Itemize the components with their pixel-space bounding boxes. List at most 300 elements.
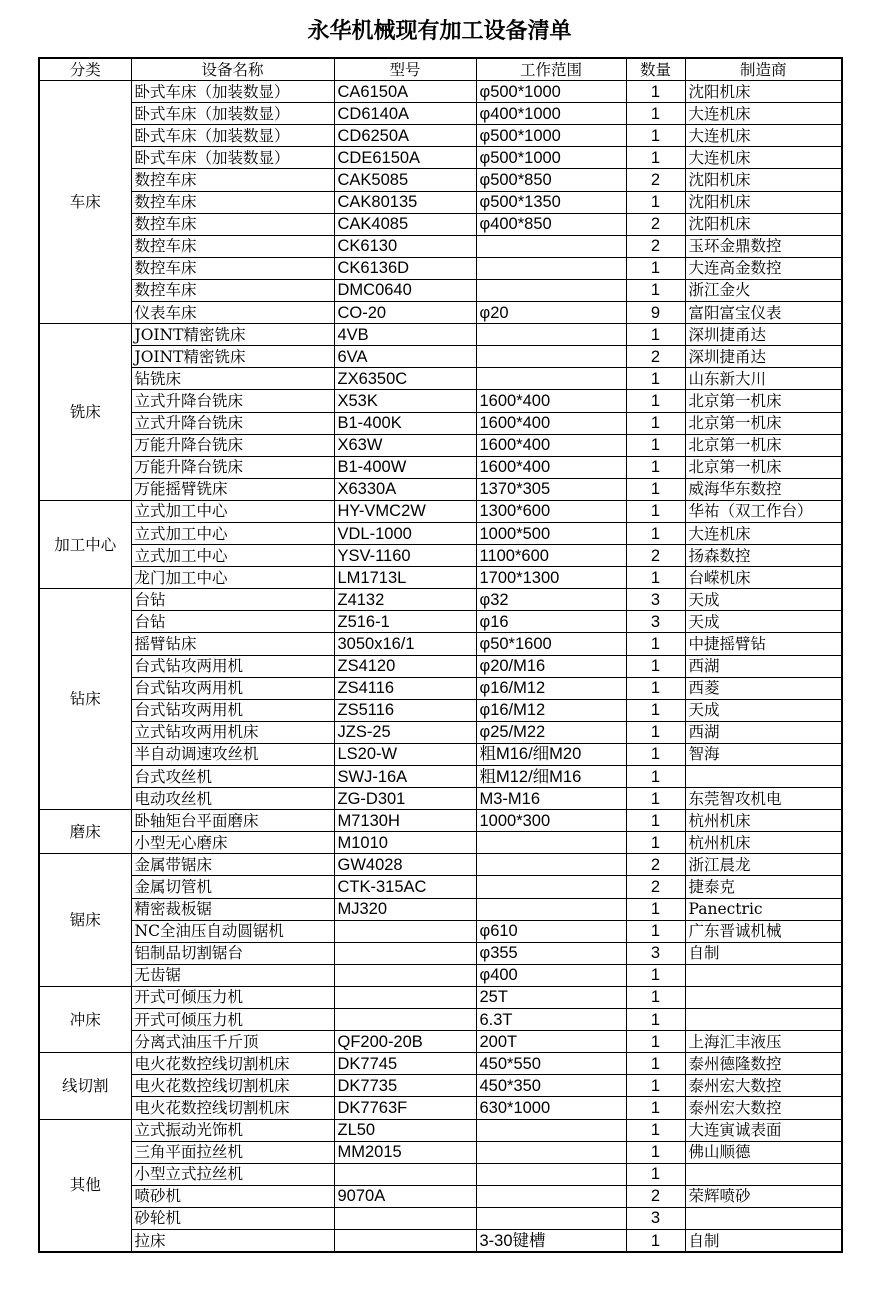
equipment-name-cell: 卧式车床（加装数显） <box>131 147 334 169</box>
work-range-cell <box>476 1141 626 1163</box>
table-row <box>39 1207 842 1229</box>
manufacturer-cell: 北京第一机床 <box>685 412 842 434</box>
table-row <box>39 1053 842 1075</box>
model-number-cell: LS20-W <box>334 743 476 765</box>
manufacturer-cell: 天成 <box>685 699 842 721</box>
model-number-cell: JZS-25 <box>334 721 476 743</box>
model-number-cell <box>334 942 476 964</box>
quantity-cell: 1 <box>626 810 685 832</box>
equipment-name-cell: 摇臂钻床 <box>131 633 334 655</box>
quantity-cell: 1 <box>626 567 685 589</box>
work-range-cell <box>476 854 626 876</box>
equipment-name-cell: 电火花数控线切割机床 <box>131 1075 334 1097</box>
manufacturer-cell: 泰州德隆数控 <box>685 1053 842 1075</box>
manufacturer-cell: 西湖 <box>685 655 842 677</box>
manufacturer-cell: 富阳富宝仪表 <box>685 302 842 324</box>
model-number-cell: Z4132 <box>334 589 476 611</box>
category-cell: 车床 <box>39 81 131 324</box>
equipment-name-cell: 龙门加工中心 <box>131 567 334 589</box>
equipment-name-cell: 数控车床 <box>131 235 334 257</box>
equipment-name-cell: 立式钻攻两用机床 <box>131 721 334 743</box>
quantity-cell: 2 <box>626 213 685 235</box>
equipment-name-cell: 电动攻丝机 <box>131 788 334 810</box>
equipment-name-cell: NC全油压自动圆锯机 <box>131 920 334 942</box>
quantity-cell: 1 <box>626 1229 685 1252</box>
header-model: 型号 <box>334 58 476 81</box>
equipment-name-cell: 数控车床 <box>131 257 334 279</box>
equipment-name-cell: JOINT精密铣床 <box>131 346 334 368</box>
model-number-cell: ZS5116 <box>334 699 476 721</box>
work-range-cell: 1300*600 <box>476 500 626 522</box>
equipment-name-cell: 卧式车床（加装数显） <box>131 103 334 125</box>
manufacturer-cell <box>685 964 842 986</box>
model-number-cell: M7130H <box>334 810 476 832</box>
quantity-cell: 1 <box>626 1119 685 1141</box>
work-range-cell: 1700*1300 <box>476 567 626 589</box>
equipment-name-cell: 钻铣床 <box>131 368 334 390</box>
table-row <box>39 1009 842 1031</box>
table-row <box>39 346 842 368</box>
table-row <box>39 611 842 633</box>
table-row <box>39 1097 842 1119</box>
equipment-name-cell: 喷砂机 <box>131 1185 334 1207</box>
work-range-cell: φ16/M12 <box>476 699 626 721</box>
work-range-cell <box>476 279 626 301</box>
table-row <box>39 191 842 213</box>
quantity-cell: 1 <box>626 191 685 213</box>
manufacturer-cell: 东莞智攻机电 <box>685 788 842 810</box>
model-number-cell: CA6150A <box>334 81 476 103</box>
quantity-cell: 1 <box>626 1031 685 1053</box>
header-category: 分类 <box>39 58 131 81</box>
manufacturer-cell: 玉环金鼎数控 <box>685 235 842 257</box>
table-row <box>39 478 842 500</box>
table-row <box>39 1119 842 1141</box>
equipment-name-cell: 开式可倾压力机 <box>131 986 334 1008</box>
work-range-cell <box>476 235 626 257</box>
manufacturer-cell: 自制 <box>685 1229 842 1252</box>
work-range-cell <box>476 832 626 854</box>
manufacturer-cell: 大连机床 <box>685 125 842 147</box>
header-name: 设备名称 <box>131 58 334 81</box>
table-row <box>39 898 842 920</box>
table-row <box>39 876 842 898</box>
work-range-cell: φ20/M16 <box>476 655 626 677</box>
category-cell: 钻床 <box>39 589 131 810</box>
quantity-cell: 1 <box>626 1053 685 1075</box>
table-row <box>39 986 842 1008</box>
manufacturer-cell: 北京第一机床 <box>685 434 842 456</box>
quantity-cell: 1 <box>626 412 685 434</box>
table-row <box>39 1075 842 1097</box>
table-row <box>39 125 842 147</box>
model-number-cell: CDE6150A <box>334 147 476 169</box>
work-range-cell: 粗M16/细M20 <box>476 743 626 765</box>
quantity-cell: 1 <box>626 920 685 942</box>
table-row <box>39 235 842 257</box>
quantity-cell: 1 <box>626 898 685 920</box>
work-range-cell <box>476 1119 626 1141</box>
equipment-name-cell: 开式可倾压力机 <box>131 1009 334 1031</box>
table-row <box>39 1031 842 1053</box>
work-range-cell: 6.3T <box>476 1009 626 1031</box>
table-row <box>39 942 842 964</box>
work-range-cell <box>476 1207 626 1229</box>
model-number-cell: 3050x16/1 <box>334 633 476 655</box>
equipment-name-cell: 三角平面拉丝机 <box>131 1141 334 1163</box>
table-row <box>39 721 842 743</box>
work-range-cell: 1000*300 <box>476 810 626 832</box>
work-range-cell <box>476 257 626 279</box>
equipment-name-cell: 精密裁板锯 <box>131 898 334 920</box>
quantity-cell: 1 <box>626 1075 685 1097</box>
model-number-cell: HY-VMC2W <box>334 500 476 522</box>
model-number-cell: Z516-1 <box>334 611 476 633</box>
work-range-cell: φ610 <box>476 920 626 942</box>
work-range-cell: 1100*600 <box>476 545 626 567</box>
header-range: 工作范围 <box>476 58 626 81</box>
manufacturer-cell: 浙江晨龙 <box>685 854 842 876</box>
model-number-cell: X63W <box>334 434 476 456</box>
quantity-cell: 1 <box>626 788 685 810</box>
table-row <box>39 633 842 655</box>
work-range-cell: φ355 <box>476 942 626 964</box>
equipment-name-cell: 电火花数控线切割机床 <box>131 1097 334 1119</box>
table-row <box>39 390 842 412</box>
model-number-cell: CD6140A <box>334 103 476 125</box>
work-range-cell: φ500*1000 <box>476 125 626 147</box>
equipment-name-cell: 立式加工中心 <box>131 522 334 544</box>
table-row <box>39 500 842 522</box>
model-number-cell: MM2015 <box>334 1141 476 1163</box>
work-range-cell: φ400*850 <box>476 213 626 235</box>
equipment-name-cell: 卧式车床（加装数显） <box>131 125 334 147</box>
quantity-cell: 2 <box>626 876 685 898</box>
category-cell: 线切割 <box>39 1053 131 1119</box>
equipment-name-cell: 金属带锯床 <box>131 854 334 876</box>
manufacturer-cell: 沈阳机床 <box>685 213 842 235</box>
work-range-cell: φ500*1000 <box>476 147 626 169</box>
work-range-cell: 1000*500 <box>476 522 626 544</box>
equipment-name-cell: JOINT精密铣床 <box>131 324 334 346</box>
header-quantity: 数量 <box>626 58 685 81</box>
header-row <box>39 58 842 81</box>
quantity-cell: 2 <box>626 235 685 257</box>
model-number-cell: B1-400W <box>334 456 476 478</box>
manufacturer-cell <box>685 986 842 1008</box>
model-number-cell: CK6130 <box>334 235 476 257</box>
work-range-cell: 1600*400 <box>476 390 626 412</box>
quantity-cell: 1 <box>626 368 685 390</box>
equipment-table <box>38 57 843 1253</box>
manufacturer-cell: 深圳捷甬达 <box>685 346 842 368</box>
table-row <box>39 81 842 103</box>
manufacturer-cell: 大连机床 <box>685 522 842 544</box>
work-range-cell: M3-M16 <box>476 788 626 810</box>
model-number-cell: CTK-315AC <box>334 876 476 898</box>
model-number-cell <box>334 1229 476 1252</box>
model-number-cell: ZX6350C <box>334 368 476 390</box>
model-number-cell: CAK80135 <box>334 191 476 213</box>
model-number-cell: ZL50 <box>334 1119 476 1141</box>
equipment-name-cell: 数控车床 <box>131 191 334 213</box>
manufacturer-cell: 威海华东数控 <box>685 478 842 500</box>
work-range-cell <box>476 368 626 390</box>
table-row <box>39 1141 842 1163</box>
equipment-name-cell: 台钻 <box>131 589 334 611</box>
work-range-cell: 1600*400 <box>476 412 626 434</box>
table-row <box>39 368 842 390</box>
manufacturer-cell: 天成 <box>685 589 842 611</box>
manufacturer-cell: 大连高金数控 <box>685 257 842 279</box>
equipment-name-cell: 立式加工中心 <box>131 500 334 522</box>
model-number-cell: X53K <box>334 390 476 412</box>
table-row <box>39 1229 842 1252</box>
manufacturer-cell: 大连机床 <box>685 147 842 169</box>
model-number-cell: CO-20 <box>334 302 476 324</box>
quantity-cell: 1 <box>626 677 685 699</box>
model-number-cell <box>334 986 476 1008</box>
model-number-cell: CK6136D <box>334 257 476 279</box>
manufacturer-cell: 天成 <box>685 611 842 633</box>
manufacturer-cell <box>685 1009 842 1031</box>
work-range-cell: 粗M12/细M16 <box>476 766 626 788</box>
table-row <box>39 169 842 191</box>
work-range-cell: φ500*1000 <box>476 81 626 103</box>
equipment-name-cell: 无齿锯 <box>131 964 334 986</box>
quantity-cell: 1 <box>626 721 685 743</box>
model-number-cell: DMC0640 <box>334 279 476 301</box>
work-range-cell: φ16 <box>476 611 626 633</box>
equipment-name-cell: 立式振动光饰机 <box>131 1119 334 1141</box>
manufacturer-cell: 浙江金火 <box>685 279 842 301</box>
equipment-name-cell: 半自动调速攻丝机 <box>131 743 334 765</box>
manufacturer-cell <box>685 1207 842 1229</box>
equipment-name-cell: 台式钻攻两用机 <box>131 655 334 677</box>
equipment-name-cell: 万能升降台铣床 <box>131 456 334 478</box>
manufacturer-cell: 北京第一机床 <box>685 456 842 478</box>
quantity-cell: 1 <box>626 125 685 147</box>
work-range-cell: φ20 <box>476 302 626 324</box>
manufacturer-cell: 扬森数控 <box>685 545 842 567</box>
equipment-name-cell: 卧式车床（加装数显） <box>131 81 334 103</box>
quantity-cell: 1 <box>626 1141 685 1163</box>
quantity-cell: 3 <box>626 942 685 964</box>
table-row <box>39 854 842 876</box>
table-row <box>39 766 842 788</box>
manufacturer-cell <box>685 1163 842 1185</box>
equipment-name-cell: 仪表车床 <box>131 302 334 324</box>
table-row <box>39 302 842 324</box>
equipment-name-cell: 电火花数控线切割机床 <box>131 1053 334 1075</box>
quantity-cell: 3 <box>626 611 685 633</box>
manufacturer-cell: 中捷摇臂钻 <box>685 633 842 655</box>
table-row <box>39 412 842 434</box>
manufacturer-cell: 捷泰克 <box>685 876 842 898</box>
model-number-cell: LM1713L <box>334 567 476 589</box>
model-number-cell: MJ320 <box>334 898 476 920</box>
quantity-cell: 1 <box>626 324 685 346</box>
work-range-cell <box>476 324 626 346</box>
equipment-name-cell: 立式升降台铣床 <box>131 412 334 434</box>
model-number-cell <box>334 1009 476 1031</box>
manufacturer-cell: 佛山顺德 <box>685 1141 842 1163</box>
quantity-cell: 1 <box>626 655 685 677</box>
quantity-cell: 1 <box>626 633 685 655</box>
manufacturer-cell: 西湖 <box>685 721 842 743</box>
manufacturer-cell: 泰州宏大数控 <box>685 1097 842 1119</box>
work-range-cell: 200T <box>476 1031 626 1053</box>
work-range-cell: 1370*305 <box>476 478 626 500</box>
model-number-cell: CAK5085 <box>334 169 476 191</box>
equipment-name-cell: 铝制品切割锯台 <box>131 942 334 964</box>
work-range-cell <box>476 1163 626 1185</box>
work-range-cell: φ32 <box>476 589 626 611</box>
table-row <box>39 677 842 699</box>
equipment-name-cell: 立式加工中心 <box>131 545 334 567</box>
equipment-name-cell: 金属切管机 <box>131 876 334 898</box>
model-number-cell: ZG-D301 <box>334 788 476 810</box>
quantity-cell: 1 <box>626 434 685 456</box>
table-row <box>39 655 842 677</box>
table-row <box>39 699 842 721</box>
model-number-cell: SWJ-16A <box>334 766 476 788</box>
table-row <box>39 832 842 854</box>
quantity-cell: 2 <box>626 545 685 567</box>
table-row <box>39 456 842 478</box>
model-number-cell: CAK4085 <box>334 213 476 235</box>
table-row <box>39 743 842 765</box>
model-number-cell <box>334 1163 476 1185</box>
work-range-cell <box>476 346 626 368</box>
quantity-cell: 1 <box>626 522 685 544</box>
category-cell: 冲床 <box>39 986 131 1052</box>
equipment-name-cell: 小型无心磨床 <box>131 832 334 854</box>
work-range-cell: 25T <box>476 986 626 1008</box>
quantity-cell: 2 <box>626 346 685 368</box>
manufacturer-cell: 自制 <box>685 942 842 964</box>
manufacturer-cell: Panectric <box>685 898 842 920</box>
manufacturer-cell: 上海汇丰液压 <box>685 1031 842 1053</box>
model-number-cell: 4VB <box>334 324 476 346</box>
table-row <box>39 567 842 589</box>
quantity-cell: 1 <box>626 147 685 169</box>
table-row <box>39 522 842 544</box>
work-range-cell <box>476 898 626 920</box>
quantity-cell: 1 <box>626 500 685 522</box>
model-number-cell <box>334 964 476 986</box>
category-cell: 铣床 <box>39 324 131 501</box>
table-row <box>39 257 842 279</box>
model-number-cell: 6VA <box>334 346 476 368</box>
header-manufacturer: 制造商 <box>685 58 842 81</box>
table-row <box>39 324 842 346</box>
table-row <box>39 589 842 611</box>
work-range-cell: φ500*1350 <box>476 191 626 213</box>
manufacturer-cell: 华祐（双工作台） <box>685 500 842 522</box>
quantity-cell: 9 <box>626 302 685 324</box>
quantity-cell: 1 <box>626 743 685 765</box>
equipment-name-cell: 数控车床 <box>131 279 334 301</box>
category-cell: 其他 <box>39 1119 131 1252</box>
equipment-name-cell: 小型立式拉丝机 <box>131 1163 334 1185</box>
model-number-cell: DK7735 <box>334 1075 476 1097</box>
manufacturer-cell: 大连机床 <box>685 103 842 125</box>
quantity-cell: 3 <box>626 1207 685 1229</box>
work-range-cell: φ400 <box>476 964 626 986</box>
model-number-cell: CD6250A <box>334 125 476 147</box>
manufacturer-cell: 深圳捷甬达 <box>685 324 842 346</box>
quantity-cell: 1 <box>626 766 685 788</box>
manufacturer-cell: 智海 <box>685 743 842 765</box>
page-title: 永华机械现有加工设备清单 <box>307 18 572 44</box>
model-number-cell <box>334 920 476 942</box>
model-number-cell: YSV-1160 <box>334 545 476 567</box>
work-range-cell: φ400*1000 <box>476 103 626 125</box>
work-range-cell <box>476 876 626 898</box>
equipment-name-cell: 卧轴矩台平面磨床 <box>131 810 334 832</box>
model-number-cell: VDL-1000 <box>334 522 476 544</box>
model-number-cell: M1010 <box>334 832 476 854</box>
model-number-cell: X6330A <box>334 478 476 500</box>
quantity-cell: 1 <box>626 1097 685 1119</box>
equipment-name-cell: 台式钻攻两用机 <box>131 677 334 699</box>
model-number-cell: B1-400K <box>334 412 476 434</box>
table-row <box>39 1185 842 1207</box>
work-range-cell: 450*350 <box>476 1075 626 1097</box>
category-cell: 磨床 <box>39 810 131 854</box>
manufacturer-cell: 沈阳机床 <box>685 81 842 103</box>
quantity-cell: 1 <box>626 964 685 986</box>
work-range-cell: 630*1000 <box>476 1097 626 1119</box>
category-cell: 加工中心 <box>39 500 131 588</box>
quantity-cell: 2 <box>626 854 685 876</box>
quantity-cell: 3 <box>626 589 685 611</box>
work-range-cell: φ16/M12 <box>476 677 626 699</box>
model-number-cell: ZS4120 <box>334 655 476 677</box>
quantity-cell: 1 <box>626 1009 685 1031</box>
manufacturer-cell: 沈阳机床 <box>685 191 842 213</box>
quantity-cell: 1 <box>626 390 685 412</box>
work-range-cell: 1600*400 <box>476 456 626 478</box>
equipment-name-cell: 台式攻丝机 <box>131 766 334 788</box>
manufacturer-cell: 泰州宏大数控 <box>685 1075 842 1097</box>
equipment-name-cell: 数控车床 <box>131 213 334 235</box>
equipment-name-cell: 拉床 <box>131 1229 334 1252</box>
equipment-name-cell: 万能摇臂铣床 <box>131 478 334 500</box>
manufacturer-cell: 广东晋诚机械 <box>685 920 842 942</box>
manufacturer-cell: 杭州机床 <box>685 810 842 832</box>
quantity-cell: 2 <box>626 1185 685 1207</box>
quantity-cell: 1 <box>626 81 685 103</box>
table-row <box>39 103 842 125</box>
table-row <box>39 788 842 810</box>
manufacturer-cell: 西菱 <box>685 677 842 699</box>
equipment-name-cell: 砂轮机 <box>131 1207 334 1229</box>
equipment-name-cell: 万能升降台铣床 <box>131 434 334 456</box>
manufacturer-cell: 荣辉喷砂 <box>685 1185 842 1207</box>
model-number-cell <box>334 1207 476 1229</box>
manufacturer-cell: 大连寅诚表面 <box>685 1119 842 1141</box>
table-row <box>39 1163 842 1185</box>
quantity-cell: 2 <box>626 169 685 191</box>
work-range-cell <box>476 1185 626 1207</box>
work-range-cell: 1600*400 <box>476 434 626 456</box>
table-row <box>39 545 842 567</box>
quantity-cell: 1 <box>626 257 685 279</box>
manufacturer-cell: 杭州机床 <box>685 832 842 854</box>
quantity-cell: 1 <box>626 699 685 721</box>
